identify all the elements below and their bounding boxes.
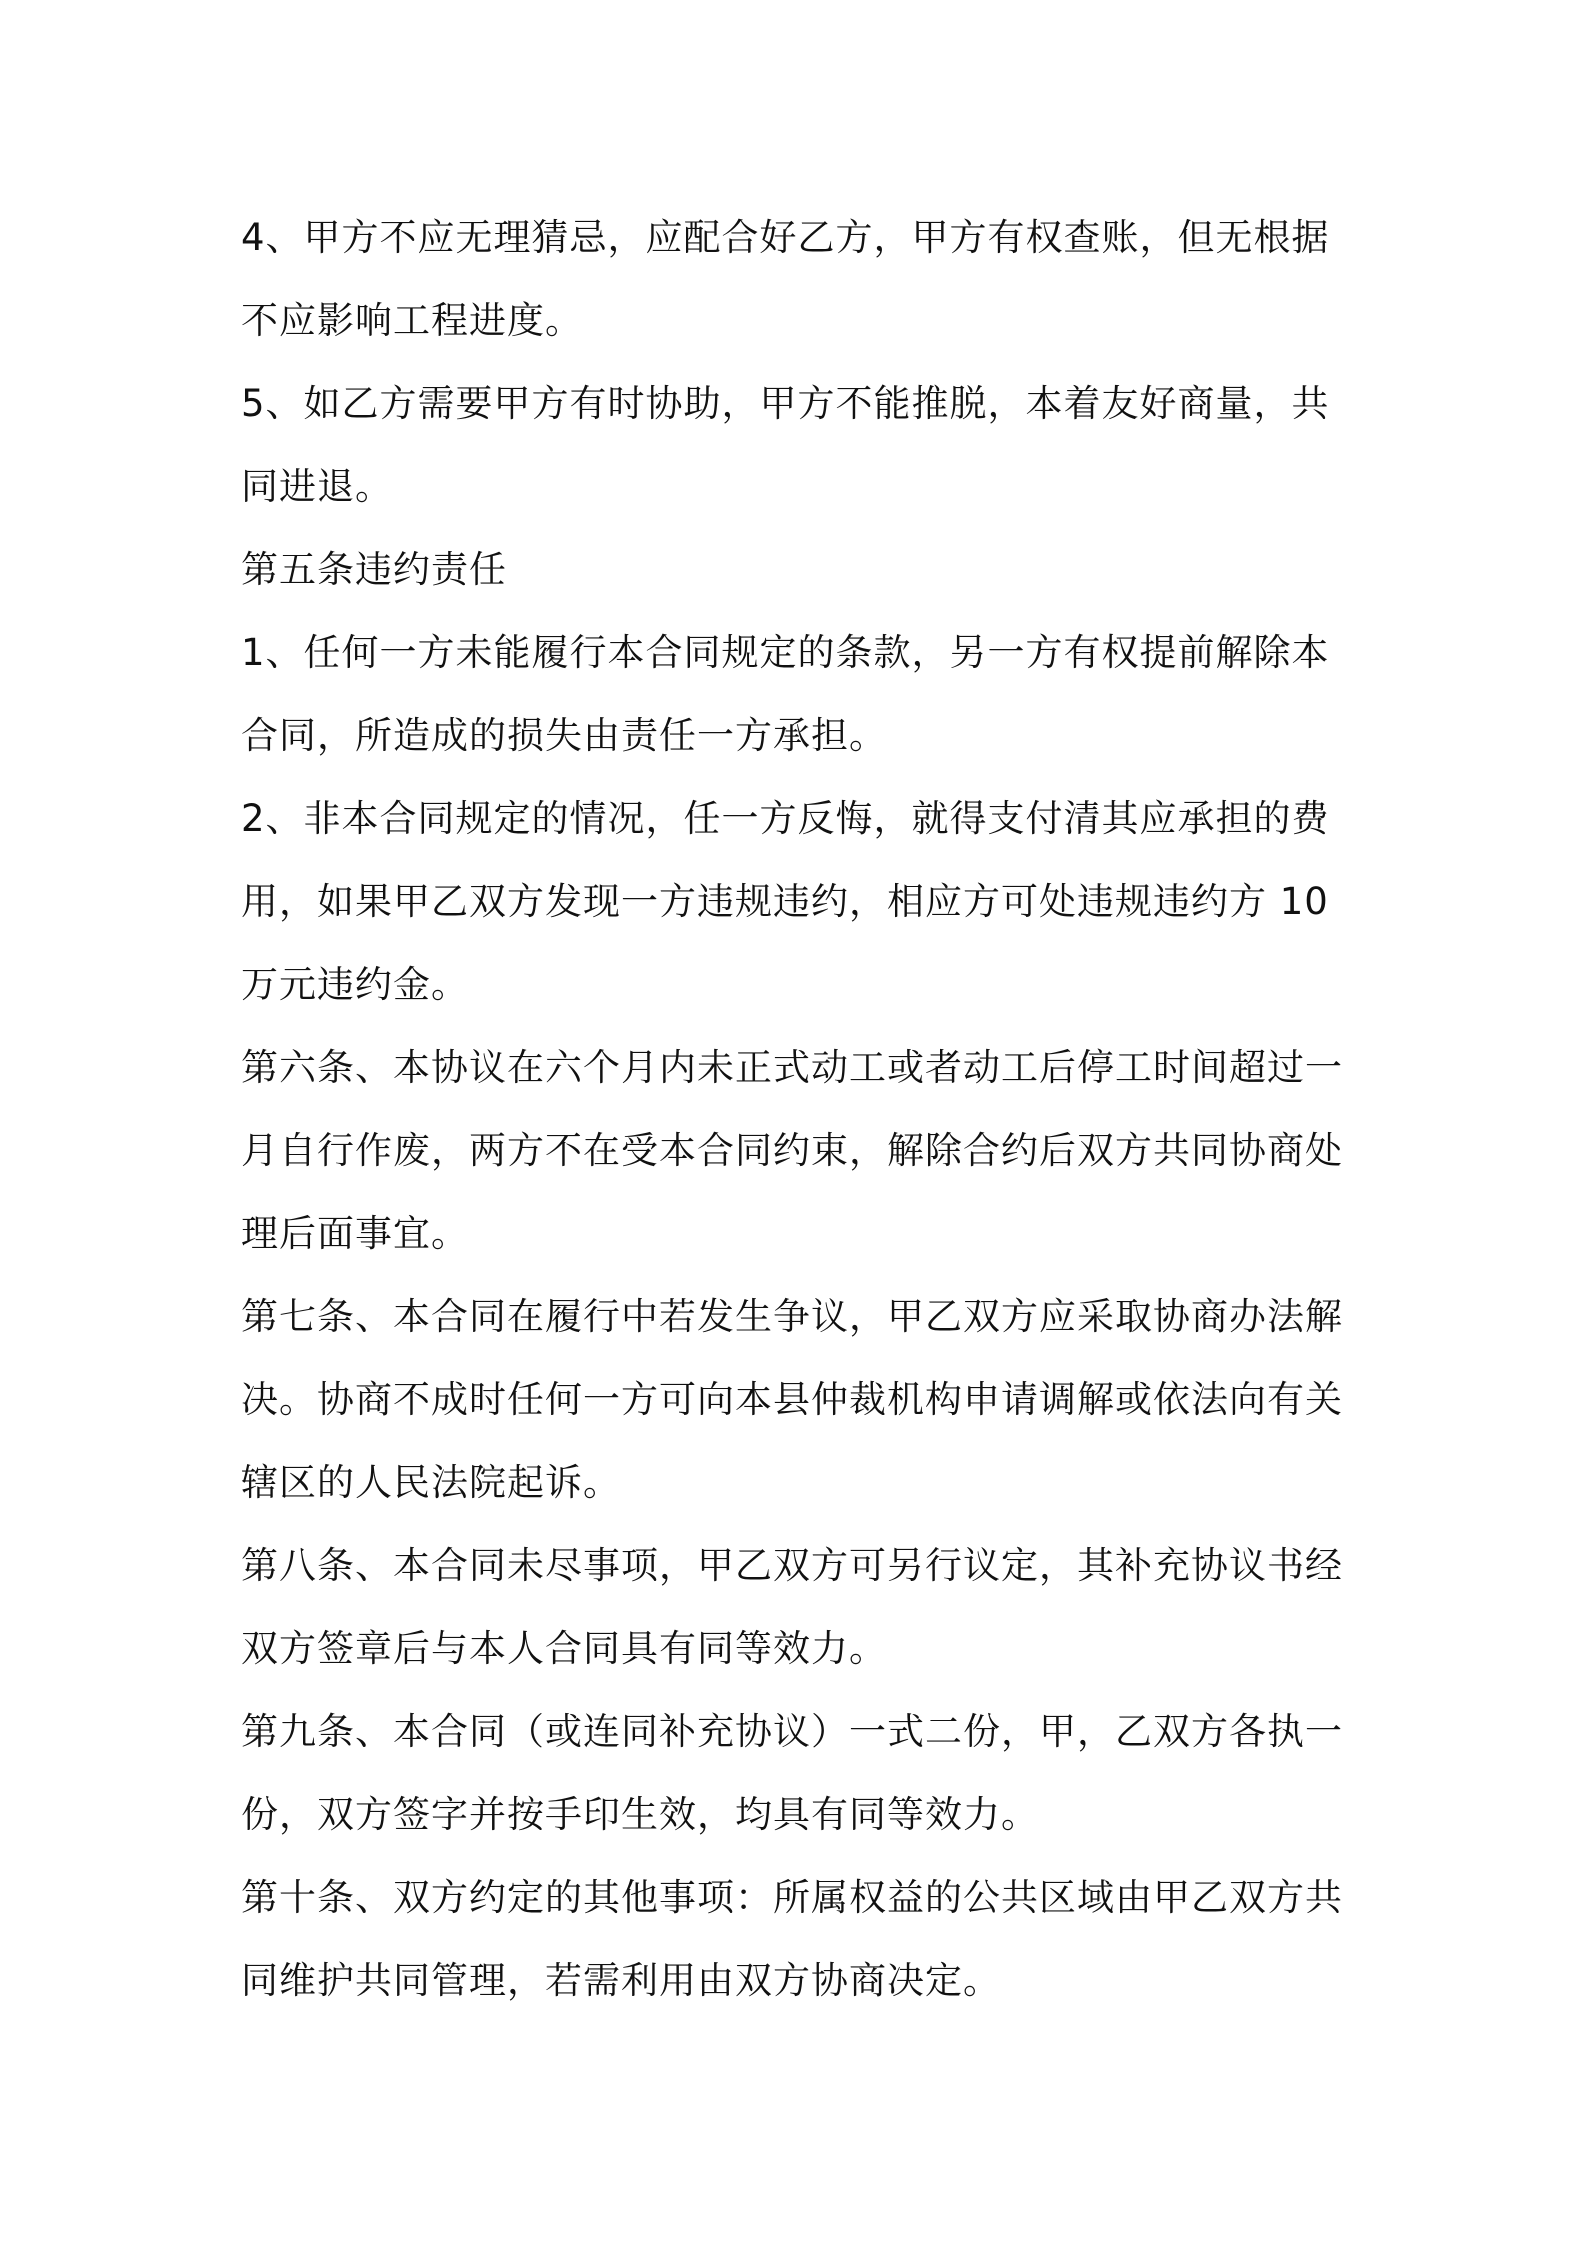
article-9-text: 第九条、本合同（或连同补充协议）一式二份，甲，乙双方各执一份，双方签字并按手印生效，均具有同等效力。 (241, 1710, 1343, 1836)
article-10-text: 第十条、双方约定的其他事项：所属权益的公共区域由甲乙双方共同维护共同管理，若需利用由双方协商决定。 (241, 1876, 1343, 2002)
breach-clause-1: 1、任何一方未能履行本合同规定的条款，另一方有权提前解除本合同，所造成的损失由责任一方承担。 (241, 631, 1330, 757)
article-5-heading: 第五条违约责任 (241, 548, 507, 591)
document-body (241, 196, 1366, 2022)
clause-5-text: 5、如乙方需要甲方有时协助，甲方不能推脱，本着友好商量，共同进退。 (241, 382, 1330, 508)
article-6-text: 第六条、本协议在六个月内未正式动工或者动工后停工时间超过一月自行作废，两方不在受本合同约束，解除合约后双方共同协商处理后面事宜。 (241, 1046, 1343, 1255)
article-8-text: 第八条、本合同未尽事项，甲乙双方可另行议定，其补充协议书经双方签章后与本人合同具有同等效力。 (241, 1544, 1343, 1670)
breach-clause-2: 2、非本合同规定的情况，任一方反悔，就得支付清其应承担的费用，如果甲乙双方发现一方违规违约，相应方可处违规违约方 10 万元违约金。 (241, 797, 1330, 1006)
article-7-text: 第七条、本合同在履行中若发生争议，甲乙双方应采取协商办法解决。协商不成时任何一方可向本县仲裁机构申请调解或依法向有关辖区的人民法院起诉。 (241, 1295, 1343, 1504)
clause-4-text: 4、甲方不应无理猜忌，应配合好乙方，甲方有权查账，但无根据不应影响工程进度。 (241, 216, 1330, 342)
